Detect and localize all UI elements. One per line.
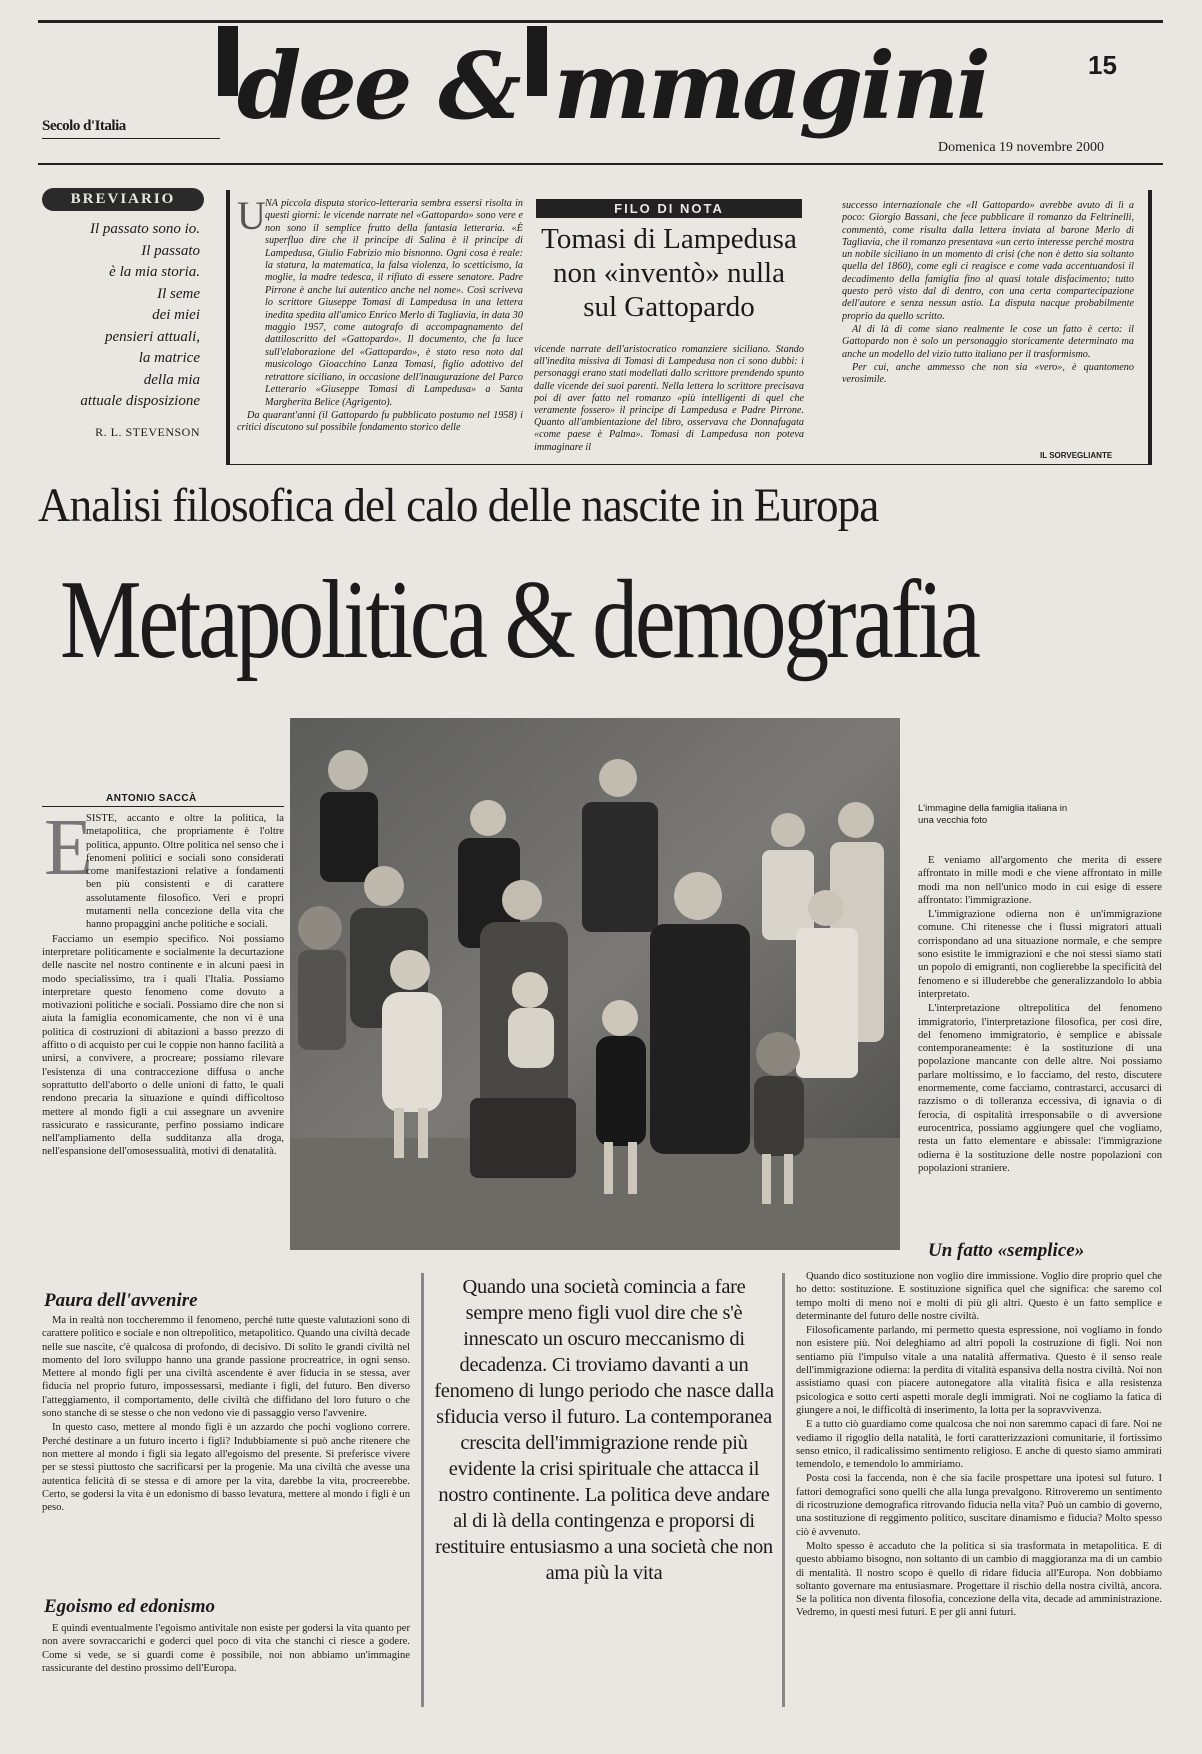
quote-line: attuale disposizione xyxy=(80,393,200,409)
filo-col3-para: Al di là di come siano realmente le cose un fatto è certo: il Gattopardo non è solo un personaggio storicamente determinato ma anche un modello del vizio tutto italiano per il trasformismo. xyxy=(842,323,1134,360)
masthead-title-part2: mmagini xyxy=(553,32,988,140)
article-left-column-top xyxy=(42,812,284,1286)
photo-caption: L'immagine della famiglia italiana in una vecchia foto xyxy=(918,803,1068,826)
quote-line: della mia xyxy=(143,371,200,388)
article-paragraph: L'interpretazione oltrepolitica del fenomeno immigratorio, l'interpretazione filosofica, per così dire, del fenomeno immigratorio, è semplice e abissale contemporaneamente: è la sostituzione di una popolazione mancante con delle altre. Noi possiamo parlare moltissimo, e lo facciamo, del resto, discutere enormemente, come facciamo, contrastarci, accusarci di razzismo o di tolleranza eccessiva, di ignavia o di ferocia, di ospitalità irresponsabile o di avversione eurocentrica, possiamo aggiungere quel che vogliamo, resta un fatto elementare e abissale: l'immigrazione odierna è la sostituzione delle nostre popolazioni con popolazioni straniere. xyxy=(918,1003,1162,1174)
filo-col3-para: successo internazionale che «Il Gattopardo» avrebbe avuto di lì a poco: Giorgio Bassani, che fece pubblicare il romanzo da Feltrinelli, commentò, come risulta dalla lettera inviata al barone Merlo di Tagliavia, che il romanzo presentava «un certo interesse perché mostra un nobile siciliano in un momento di crisi (che non è detto sia soltanto quella del 1860), come egli ci reagisce e come vada accentuandosi il decadimento della famiglia fino al quasi totale disfacimento; tutto questo però visto dal di dentro, con una certa compartecipazione dell'autore e senza nessun astio. La disputa nacque probabilmente proprio da quello scritto. xyxy=(842,200,1134,322)
article-left-column-end xyxy=(42,1622,410,1704)
article-paragraph: E veniamo all'argomento che merita di essere affrontato in mille modi e che viene affrontato in mille modi ma non nell'unico modo in cui esige di essere affrontato: l'immigrazione. xyxy=(918,855,1162,906)
article-paragraph: E quindi eventualmente l'egoismo antivitale non esiste per godersi la vita quanto per non avere sovraccarichi e goderci quel poco di vita che stanchi ci riesce a godere. Come si vede, se si guardi come è possibile, noi non abbiamo un'immagine rassicurante del destino prossimo dell'Europa. xyxy=(42,1623,410,1674)
article-paragraph: L'immigrazione odierna non è un'immigrazione comune. Chi ritenesse che i flussi migratori attuali corrispondano ad una situazione normale, e che sempre sono esistite le immigrazioni e che noi stessi siamo stati un popolo di emigranti, non coglierebbe la specificità del fenomeno e si illuderebbe che generalizzandolo lo abbia interpretato. xyxy=(918,909,1162,1000)
masthead-left-rule xyxy=(42,138,220,139)
article-headline: Metapolitica & demografia xyxy=(60,558,978,682)
subhead-egoismo: Egoismo ed edonismo xyxy=(44,1596,216,1617)
article-paragraph: Ma in realtà non toccheremmo il fenomeno, perché tutte queste valutazioni sono di carattere politico e sociale e non oltrepolitico, metapolitico. Quando una civiltà decade nelle sue nascite, c'è qualcosa di profondo, di decisivo. Di solito le grandi civiltà nel momento del loro sviluppo hanno una grande passione procreatrice, in ogni senso. Mettere al mondo figli per una civiltà ascendente è aver fiducia in se stessa, aver fiducia nel proprio futuro, impossessarsi, mediante i figli, del futuro. Ben diverso l'atteggiamento, il comportamento, delle civiltà che diffidano del loro futuro o che sono stanche di se stesse o che non vedono vie di passaggio verso l'avvenire. xyxy=(42,1315,410,1420)
quote-line: Il passato sono io. xyxy=(89,221,200,237)
filo-label: FILO DI NOTA xyxy=(536,199,802,218)
article-paragraph: Filosoficamente parlando, mi permetto questa espressione, noi vogliamo in fondo non esistere più. Noi deleghiamo ad altri popoli la costruzione di figli. Noi non sentiamo più l'impulso vitale a una natalità affermativa. Questo è il senso reale dell'immigrazione odierna: la perdita di vitalità espansiva della nostra civiltà. Noi non assistiamo quasi con piacere autonegatore alla vitalità fisica e alla resistenza psicologica e sotto certi aspetti morale degli immigrati. Noi ne cogliamo la fatica di giungere a noi, le difficoltà di inserimento, la lotta per la sopravvivenza. xyxy=(796,1325,1162,1416)
quote-line: pensieri attuali, xyxy=(105,328,200,345)
filo-dropcap: U xyxy=(237,193,266,238)
breviario-box xyxy=(38,188,208,452)
article-paragraph: Molto spesso è accaduto che la politica si sia trasformata in metapolitica. E di questo abbiamo bisogno, non soltanto di un cambio di maggioranza ma di un cambio di mentalità. Il nostro scopo è quello di ridare fiducia all'Europa. Non dobbiamo soltanto governare ma entusiasmare. Progettare il rischio della nostra civiltà, ancora. Se la politica non diventa filosofia, concezione della vita, decade ad amministrazione. Vedremo, in questi mesi futuri. E per gli anni futuri. xyxy=(796,1540,1162,1619)
article-right-column-top xyxy=(918,854,1162,1234)
quote-line: è la mia storia. xyxy=(109,264,200,280)
filo-column-3 xyxy=(842,200,1134,448)
newspaper-name: Secolo d'Italia xyxy=(42,118,126,134)
article-paragraph: Facciamo un esempio specifico. Noi possiamo interpretare politicamente e socialmente la decurtazione delle nascite nel nostro continente e in alcuni paesi in modo specialissimo, tra i quali l'Italia. Possiamo interpretare questo fenomeno come dovuto a motivazioni politiche e sociali. Possiamo dire che non si aiuta la famiglia economicamente, che non vi è una politica di costruzioni di abitazioni a basso prezzo di affitto o di acquisto per cui le coppie non hanno facilità a unirsi, a convivere, a procreare; possiamo rilevare l'esistenza di una contraccezione diffusa o anche soprattutto dell'aborto o delle unioni di fatto, le quali rendono precaria la situazione e quindi difficoltoso mettere al mondo figli a cui assegnare un avvenire rassicurato e rassicurante, perfino possiamo indicare nell'ampliamento della sudditanza alla droga, nell'espansione dell'omosessualità, motivi di denatalità. xyxy=(42,933,284,1158)
person-grandmother-skirt xyxy=(470,1098,576,1178)
filo-signature: IL SORVEGLIANTE xyxy=(1040,451,1113,460)
breviario-author: R. L. STEVENSON xyxy=(95,424,200,439)
article-kicker: Analisi filosofica del calo delle nascite in Europa xyxy=(38,479,879,532)
quote-line: Il seme xyxy=(157,285,200,302)
quote-line: dei miei xyxy=(152,307,200,323)
top-rule xyxy=(38,20,1163,23)
subhead-fatto-semplice: Un fatto «semplice» xyxy=(928,1240,1085,1261)
filo-column-2 xyxy=(534,344,804,460)
baby xyxy=(508,972,554,1068)
filo-headline: Tomasi di Lampedusa non «inventò» nulla sul Gattopardo xyxy=(541,223,797,323)
breviario-label: BREVIARIO xyxy=(42,188,204,211)
pullquote-left-bar xyxy=(421,1273,424,1707)
pull-quote: Quando una società comincia a fare sempre meno figli vuol dire che s'è innescato un oscuro meccanismo di decadenza. Ci troviamo davanti a un fenomeno di lungo periodo che nasce dalla sfiducia verso il futuro. La contemporanea crescita dell'immigrazione rende più evidente la crisi spirituale che attacca il nostro continente. La politica deve andare al di là della contingenza e proporsi di restituire entusiasmo a una società che non ama più la vita xyxy=(434,1276,774,1584)
article-paragraph: In questo caso, mettere al mondo figli è un azzardo che pochi vogliono correre. Perché destinare a un futuro incerto i figli? Indubbiamente si può anche ritenere che non mettere al mondo i figli sia legato all'egoismo del presente. Si preferisce vivere per se stessi piuttosto che sacrificarsi per la progenie. Ma una civiltà che avesse una autentica felicità di se stessa e di amore per la vita, darebbe la vita, procreerebbe. Certo, se godersi la vita è un edonismo di basso levatura, mettere al mondo i figli è un peso. xyxy=(42,1422,410,1514)
article-paragraph: E a tutto ciò guardiamo come qualcosa che noi non saremmo capaci di fare. Noi ne vediamo il rigoglio della natalità, le forti caratterizzazioni comunitarie, il fortissimo senso etnico, il radicalissimo sentimento religioso. E anche di questo siamo ammirati temendolo, e temendolo lo ammiriamo. xyxy=(796,1419,1162,1471)
pullquote-right-bar xyxy=(782,1273,785,1707)
article-left-column-bottom xyxy=(42,1314,410,1592)
article-paragraph: SISTE, accanto e oltre la politica, la metapolitica, che propriamente è l'oltre politica, appunto. Oltre politica nel senso che i fenomeni politici e sociali sono considerati come manifestazioni relative a fondamenti ben più consistenti e di carattere assolutamente filosofico. Veri e propri mutamenti nella concezione della vita che hanno propaggini anche politiche e sociali. xyxy=(86,813,284,931)
page-number: 15 xyxy=(1088,50,1117,80)
article-dropcap: E xyxy=(44,804,93,892)
quote-line: la matrice xyxy=(138,350,200,366)
filo-column-1 xyxy=(237,193,523,458)
child-hat-left xyxy=(298,906,346,1050)
filo-col3-para: Per cui, anche ammesso che non sia «vero», è quantomeno verosimile. xyxy=(842,361,1134,386)
filo-col1-para: NA piccola disputa storico-letteraria sembra essersi risolta in questi giorni: le vicende narrate nel «Gattopardo» sono vere e non sono il semplice frutto della fantasia letteraria. «È superfluo dire che il principe di Salina è il principe di Lampedusa, Giulio Fabrizio mio bisnonno. Ogni cosa è reale: la statura, la matematica, la falsa violenza, lo scetticismo, la moglie, la madre tedesca, il rifiuto di essere senatore. Padre Pirrone è anche lui autentico anche nel nome». Così scriveva lo scrittore Giuseppe Tomasi di Lampedusa in una lettera inedita spedita all'amico Enrico Merlo di Tagliavia, in data 30 maggio 1957, come autografo di accompagnamento del dattiloscritto del «Gattopardo». Il documento, che fa luce sull'elaborazione del «Gattopardo», è stato reso noto dal musicologo Gioacchino Lanza Tomasi, figlio adottivo del retrattore siciliano, in occasione dell'inaugurazione del Parco Letterario «Giuseppe Tomasi di Lampedusa» a Santa Margherita Belice (Agrigento). xyxy=(265,198,523,408)
article-paragraph: Posta così la faccenda, non è che sia facile prospettare una ipotesi sul futuro. I fattori demografici sono quelli che alla lunga prevalgono. Ritroveremo un sentimento di ricostruzione demografica ritrovando fiducia nella vita? Può un cambio di governo, una sostituzione di reggimento politico, suscitare dinamismo e fiducia? Molto spesso ciò è avvenuto. xyxy=(796,1473,1162,1538)
family-photo xyxy=(290,718,900,1250)
filo-col2-para: vicende narrate dell'aristocratico romanziere siciliano. Stando all'inedita missiva di Tomasi di Lampedusa non ci sono dubbi: i personaggi erano stati modellati dallo scrittore prendendo spunto dalle vicende dei suoi parenti. Nella lettera lo scrittore precisava poi di aver fatto nel romanzo «più intelligenti di quel che veramente fossero» il principe di Lampedusa e Padre Pirrone. Quanto all'ambientazione del libro, osservava che Donnafugata «come paese è Palma». Tomasi di Lampedusa non poteva immaginare il xyxy=(534,344,804,453)
subhead-paura: Paura dell'avvenire xyxy=(44,1290,198,1311)
article-paragraph: Quando dico sostituzione non voglio dire immissione. Voglio dire proprio quel che ho detto: sostituzione. E sostituzione significa quel che significa: che saremo col tempo molti di meno noi e molti di più gli altri. Questo è un fatto semplice e determinante del futuro delle nostre civiltà. xyxy=(796,1271,1162,1322)
masthead-title xyxy=(205,32,988,140)
issue-date: Domenica 19 novembre 2000 xyxy=(938,140,1105,155)
masthead-title-part1: dee & xyxy=(237,32,548,140)
photo-floor xyxy=(290,1138,900,1250)
article-right-column-bottom xyxy=(796,1270,1162,1706)
quote-line: Il passato xyxy=(141,242,200,259)
breviario-quote xyxy=(38,219,208,413)
filo-col1-para: Da quarant'anni (il Gattopardo fu pubblicato postumo nel 1958) i critici discutono sul possibile fondamento storico delle xyxy=(237,409,523,434)
masthead-bottom-rule xyxy=(38,163,1163,165)
byline: ANTONIO SACCÀ xyxy=(106,793,197,804)
